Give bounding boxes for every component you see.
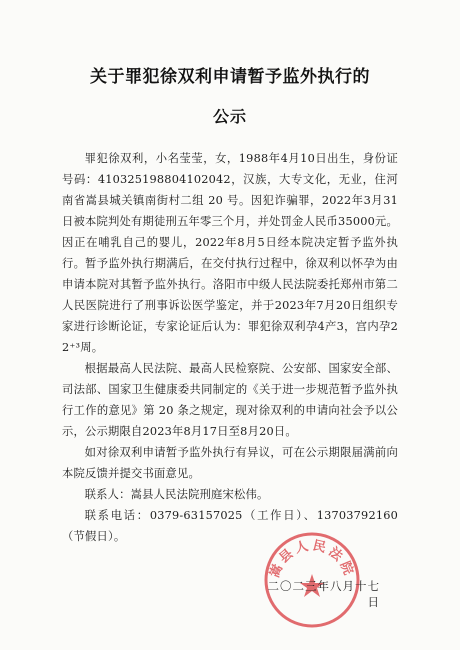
document-body xyxy=(62,148,398,547)
contact-phone: 联系电话：0379-63157025（工作日）、13703792160（节假日）。 xyxy=(62,509,398,543)
paragraph-objection: 如对徐双利申请暂予监外执行有异议，可在公示期限届满前向本院反馈并提交书面意见。 xyxy=(62,446,398,480)
paragraph-case-details: 罪犯徐双利，小名莹莹，女，1988年4月10日出生，身份证号码：410325198804102042，汉族，大专文化，无业，住河南省嵩县城关镇南街村二组 20 号。因犯诈骗罪，2022年3月31日被本院判处有期徒刑五年零三个月，并处罚金人民币35000元。因正在哺乳自己的婴儿，2022年8月5日经本院决定暂予监外执行。暂予监外执行期满后，在交付执行过程中，徐双利以怀孕为由申请本院对其暂予监外执行。洛阳市中级人民法院委托郑州市第二人民医院进行了刑事诉讼医学鉴定，并于2023年7月20日组织专家进行诊断论证，专家论证后认为：罪犯徐双利孕4产3，宫内孕22⁺³周。 xyxy=(62,152,398,354)
publish-date: 二〇二三年八月十七日 xyxy=(267,579,380,609)
document-title: 关于罪犯徐双利申请暂予监外执行的 xyxy=(90,67,370,87)
document-subtitle: 公示 xyxy=(212,107,247,126)
paragraph-legal-basis: 根据最高人民法院、最高人民检察院、公安部、国家安全部、司法部、国家卫生健康委共同制定的《关于进一步规范暂予监外执行工作的意见》第 20 条之规定，现对徐双利的申请向社会予以公示，公示期限自2023年8月17日至8月20日。 xyxy=(62,362,398,438)
svg-text:嵩县人民法院: 嵩县人民法院 xyxy=(267,538,357,580)
contact-person: 联系人：嵩县人民法院刑庭宋松伟。 xyxy=(84,488,269,501)
